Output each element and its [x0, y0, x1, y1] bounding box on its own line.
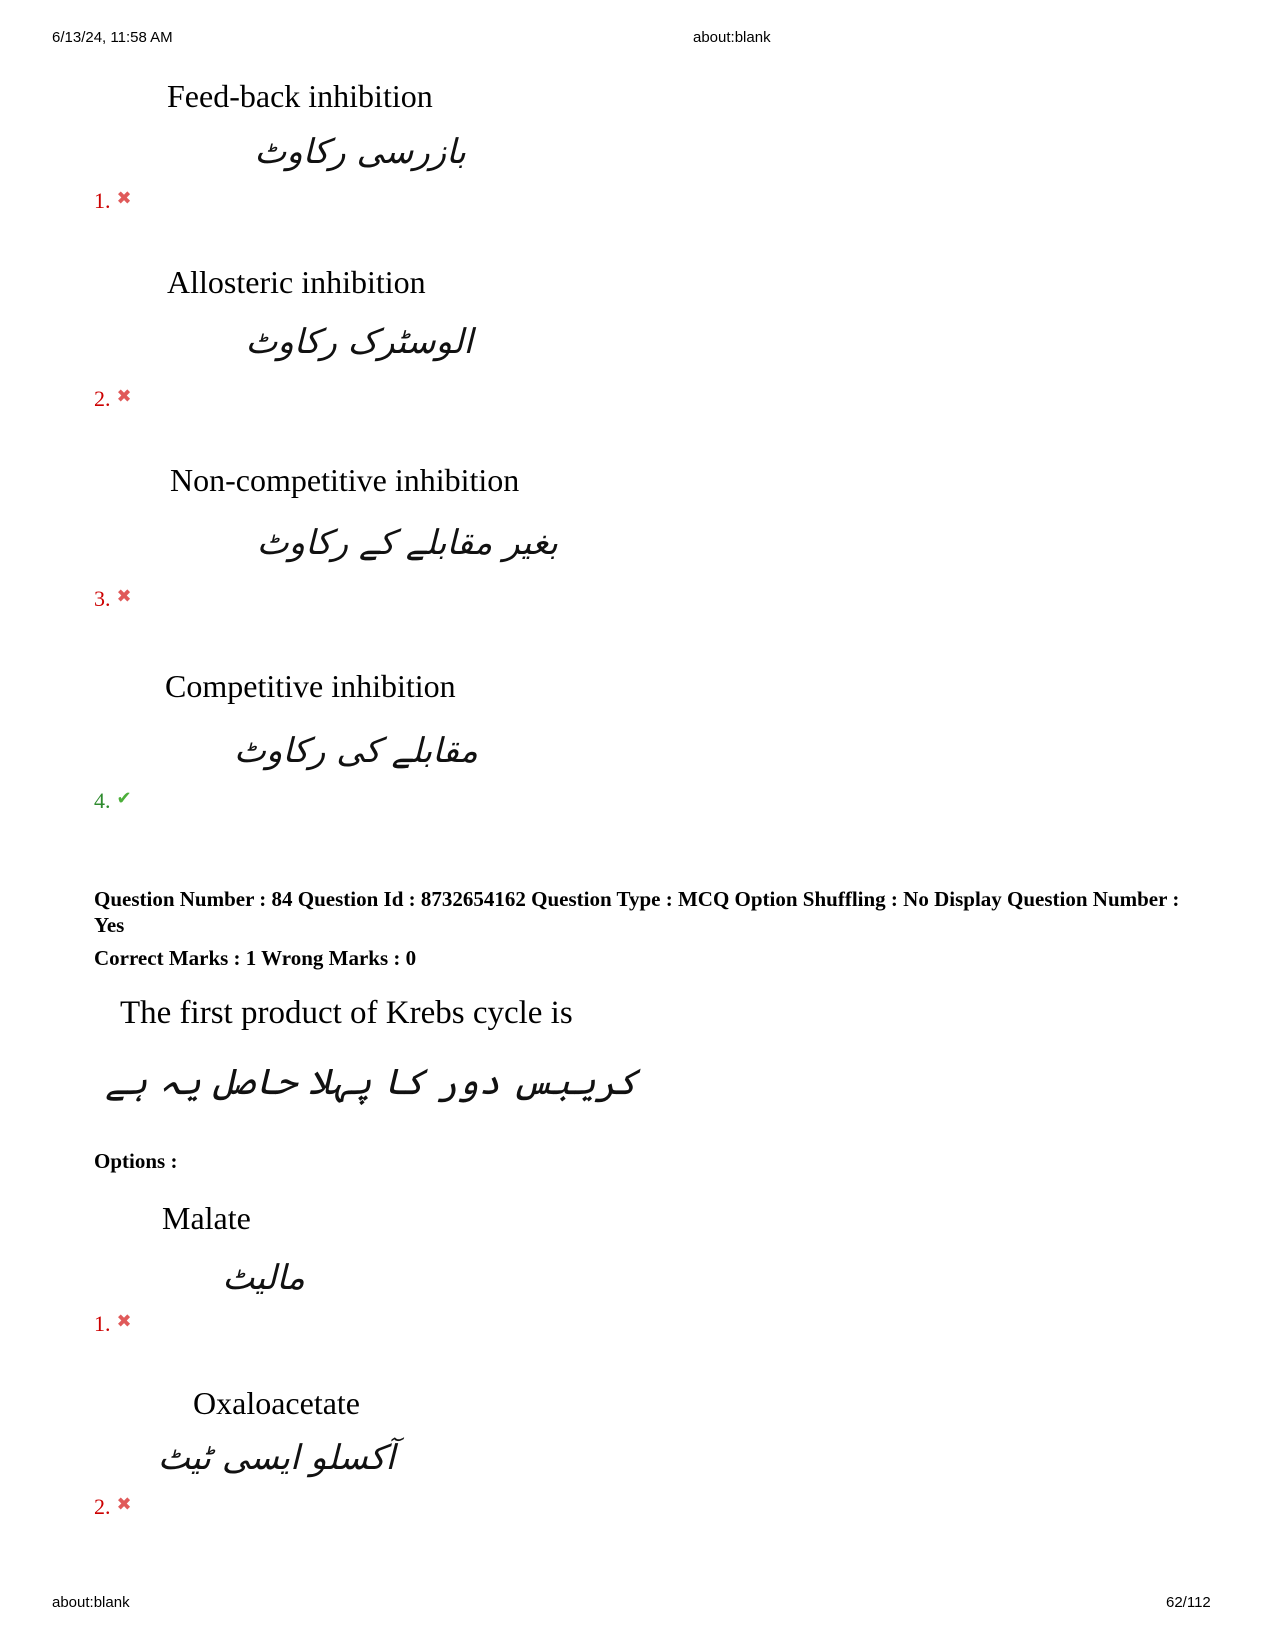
- cross-icon: ✖: [116, 1494, 132, 1514]
- option-1-english: Feed-back inhibition: [167, 78, 433, 114]
- option-2-urdu: الوسٹرک رکاوٹ: [245, 322, 473, 362]
- question-text-english: The first product of Krebs cycle is: [120, 995, 573, 1031]
- answer-option-2-english: Oxaloacetate: [193, 1385, 360, 1421]
- footer-url: about:blank: [52, 1594, 130, 1611]
- option-4-marker: 4. ✔: [94, 788, 132, 813]
- question-text-urdu: کریبس دور کا پہلا حاصل یہ ہے: [105, 1062, 638, 1103]
- answer-option-2-urdu: آکسلو ایسی ٹیٹ: [157, 1438, 395, 1478]
- cross-icon: ✖: [116, 386, 132, 406]
- answer-option-1-urdu: مالیٹ: [222, 1258, 305, 1298]
- option-3-marker: 3. ✖: [94, 586, 132, 611]
- option-2-marker: 2. ✖: [94, 386, 132, 411]
- option-4-urdu: مقابلے کی رکاوٹ: [234, 731, 478, 771]
- check-icon: ✔: [116, 788, 132, 808]
- answer-option-1-marker: 1. ✖: [94, 1311, 132, 1336]
- cross-icon: ✖: [116, 188, 132, 208]
- header-title: about:blank: [693, 29, 771, 46]
- question-marks: Correct Marks : 1 Wrong Marks : 0: [94, 946, 417, 970]
- question-info: Question Number : 84 Question Id : 8732654162 Question Type : MCQ Option Shuffling : No Display Question Number : Yes: [94, 887, 1180, 937]
- option-1-marker: 1. ✖: [94, 188, 132, 213]
- options-label: Options :: [94, 1149, 178, 1173]
- cross-icon: ✖: [116, 1311, 132, 1331]
- footer-page-number: 62/112: [1166, 1594, 1211, 1611]
- option-4-english: Competitive inhibition: [165, 668, 456, 704]
- option-1-urdu: بازرسی رکاوٹ: [254, 132, 466, 172]
- cross-icon: ✖: [116, 586, 132, 606]
- option-3-english: Non-competitive inhibition: [170, 462, 520, 498]
- option-2-english: Allosteric inhibition: [167, 264, 426, 300]
- answer-option-2-marker: 2. ✖: [94, 1494, 132, 1519]
- answer-option-1-english: Malate: [162, 1200, 251, 1236]
- header-datetime: 6/13/24, 11:58 AM: [52, 29, 173, 46]
- option-3-urdu: بغیر مقابلے کے رکاوٹ: [256, 523, 558, 563]
